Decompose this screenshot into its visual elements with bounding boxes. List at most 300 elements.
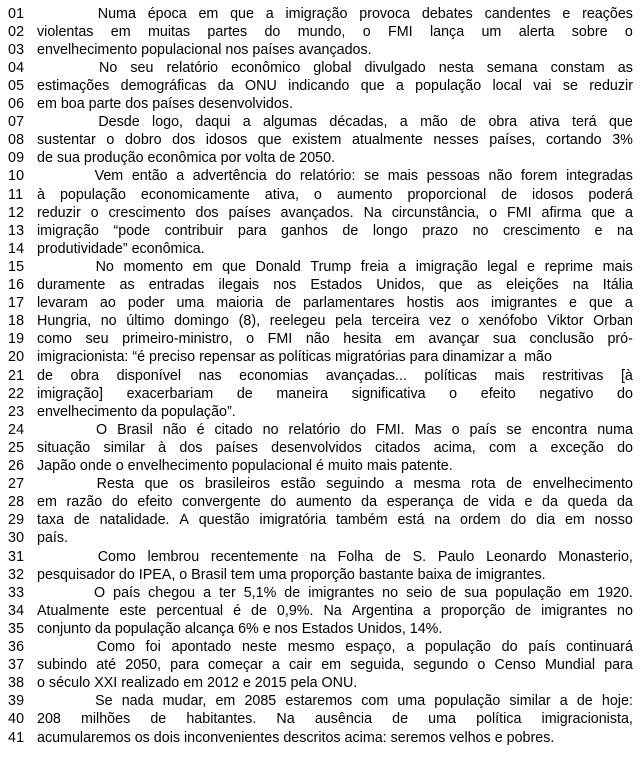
word: que — [257, 132, 282, 149]
line-number: 37 — [8, 657, 25, 674]
line-text — [37, 385, 633, 403]
word: imigratória — [259, 512, 327, 529]
line-text: produtividade” econômica. — [37, 240, 205, 257]
word: obra — [70, 367, 100, 384]
word: avançadas... — [325, 367, 407, 384]
word: a — [559, 693, 568, 710]
word: queda — [567, 494, 608, 511]
line-number: 28 — [8, 494, 25, 511]
word: proporção — [440, 602, 506, 619]
word: candentes — [484, 5, 551, 22]
word: economias — [239, 367, 309, 384]
word: obra — [488, 114, 518, 131]
word: taxa — [37, 512, 65, 529]
word: avançados. — [280, 204, 354, 221]
word: Orban — [593, 313, 633, 330]
word: de — [506, 476, 523, 493]
word: envelhecimento — [532, 476, 633, 493]
word: domingo — [174, 313, 229, 330]
word: o — [477, 657, 486, 674]
word: Donald — [255, 258, 301, 275]
word: que — [144, 476, 169, 493]
word: acima, — [433, 439, 476, 456]
word: crescimento — [108, 204, 186, 221]
word: avançar — [428, 331, 480, 348]
word: no — [100, 313, 117, 330]
word: que — [230, 5, 254, 22]
line-text — [37, 439, 633, 457]
line-number: 08 — [8, 132, 25, 149]
word: e — [569, 295, 577, 312]
word: mundo, — [297, 23, 346, 40]
text-line — [0, 674, 642, 692]
text-line — [0, 294, 642, 312]
line-text — [37, 276, 633, 294]
word: de — [460, 114, 477, 131]
word: ao — [99, 295, 116, 312]
word: subindo — [37, 657, 88, 674]
word: mesmo — [287, 639, 335, 655]
line-text: o século XXI realizado em 2012 e 2015 pela ONU. — [37, 675, 358, 692]
word: e — [594, 222, 603, 239]
word: Argentina — [351, 602, 413, 619]
line-number: 39 — [8, 693, 25, 710]
word: imigrantes — [491, 295, 557, 312]
word: um — [481, 23, 502, 40]
line-number: 31 — [8, 548, 25, 565]
word: é — [233, 602, 242, 619]
word: população — [59, 186, 126, 203]
line-number: 06 — [8, 96, 25, 112]
word: relatório — [166, 59, 219, 76]
word: levaram — [37, 295, 88, 312]
word: aumento — [336, 186, 393, 203]
line-text — [37, 638, 633, 656]
word: sobre — [571, 23, 608, 40]
word: continuará — [566, 639, 633, 655]
word: em — [110, 23, 131, 40]
text-line — [0, 59, 642, 77]
word: relatório — [288, 421, 341, 438]
text-line — [0, 77, 642, 95]
word: encontra — [531, 421, 588, 438]
word: ter — [219, 584, 236, 601]
word: seguida, — [350, 657, 405, 674]
word: na — [617, 222, 633, 239]
word: pela — [335, 313, 363, 330]
word: a — [203, 584, 212, 601]
line-text — [37, 584, 633, 602]
text-line — [0, 385, 642, 403]
word: Como — [96, 639, 135, 655]
line-text — [37, 186, 633, 204]
word: seguindo — [326, 476, 385, 493]
word: idosos — [205, 132, 248, 149]
text-line — [0, 656, 642, 674]
word: alerta — [518, 23, 555, 40]
word: de — [576, 693, 593, 710]
word: países, — [489, 132, 536, 149]
word: terá — [571, 114, 597, 131]
word: política — [476, 711, 522, 728]
word: dos — [172, 132, 196, 149]
word: imigracionista, — [541, 711, 633, 728]
line-text — [37, 656, 633, 674]
word: similar — [509, 693, 551, 710]
word: disponível — [116, 367, 182, 384]
word: Trump — [310, 258, 352, 275]
word: advertência — [192, 168, 267, 185]
word: a — [265, 5, 274, 22]
line-text — [37, 258, 633, 276]
word: no — [617, 602, 633, 619]
word: o — [362, 23, 371, 40]
word: com — [489, 439, 517, 456]
text-line — [0, 729, 642, 747]
word: época — [147, 5, 187, 22]
word: prazo — [422, 222, 459, 239]
word: circunstância, — [391, 204, 480, 221]
word: mais — [387, 168, 418, 185]
line-text — [37, 330, 633, 348]
word: que — [360, 77, 385, 94]
word: a — [176, 168, 185, 185]
word: para — [170, 657, 199, 674]
word: segundo — [413, 657, 469, 674]
line-number: 04 — [8, 59, 25, 76]
word: terceira — [371, 313, 420, 330]
word: semana — [486, 59, 538, 76]
text-line — [0, 638, 642, 656]
word: do — [111, 494, 128, 511]
word: dia — [536, 512, 556, 529]
line-number: 13 — [8, 222, 25, 239]
word: com — [361, 693, 389, 710]
line-number: 09 — [8, 150, 25, 167]
word: divulgado — [364, 59, 426, 76]
word: imigração] — [37, 385, 103, 402]
text-line — [0, 95, 642, 113]
word: em — [564, 512, 585, 529]
word: então — [131, 168, 168, 185]
word: Na — [276, 711, 295, 728]
word: citados — [375, 439, 421, 456]
line-number: 40 — [8, 711, 25, 728]
word: global — [313, 59, 352, 76]
word: país — [469, 421, 497, 438]
line-number: 16 — [8, 277, 25, 293]
word: relatório: — [299, 168, 356, 185]
word: Leonardo — [486, 548, 547, 565]
word: recentemente — [210, 548, 299, 565]
text-line — [0, 584, 642, 602]
line-number: 11 — [8, 186, 24, 203]
word: habitantes. — [186, 711, 257, 728]
word: reduzir — [589, 77, 633, 94]
paragraph-indent — [37, 584, 86, 602]
word: afirma — [541, 204, 582, 221]
word: brasileiros — [204, 476, 270, 493]
line-text — [37, 710, 633, 728]
word: ilegais — [218, 277, 260, 293]
line-number: 03 — [8, 41, 25, 58]
word: No — [95, 258, 114, 275]
word: significativa — [351, 385, 426, 402]
word: lembrou — [147, 548, 200, 565]
paragraph-indent — [37, 5, 86, 23]
text-line — [0, 240, 642, 258]
word: partes — [207, 23, 248, 40]
text-line — [0, 41, 642, 59]
word: (8), — [238, 313, 261, 330]
paragraph-indent — [37, 167, 86, 185]
word: Hungria, — [37, 313, 92, 330]
word: não — [305, 331, 330, 348]
word: a — [624, 204, 633, 221]
line-text — [37, 493, 633, 511]
word: do — [501, 639, 518, 655]
word: imigração — [415, 258, 478, 275]
paragraph-indent — [37, 421, 86, 439]
word: em — [321, 657, 342, 674]
line-text — [37, 77, 633, 95]
word: Brasil — [117, 421, 153, 438]
word: do — [270, 494, 287, 511]
line-number: 35 — [8, 620, 25, 637]
line-text — [37, 421, 633, 439]
text-line — [0, 493, 642, 511]
word: FMI — [507, 204, 532, 221]
line-text: imigracionista: “é preciso repensar as políticas migratórias para dinamizar a mão — [37, 349, 552, 366]
word: Censo — [494, 657, 536, 674]
word: país — [528, 639, 556, 655]
word: como — [37, 331, 72, 348]
text-line — [0, 439, 642, 457]
line-text: de sua produção econômica por volta de 2050. — [37, 150, 336, 167]
line-text — [37, 167, 633, 185]
word: Numa — [97, 5, 136, 22]
word: nas — [198, 367, 222, 384]
word: os — [179, 476, 195, 493]
line-number: 25 — [8, 439, 25, 456]
word: e — [562, 5, 571, 22]
word: Unidos, — [376, 277, 425, 293]
word: vez — [429, 313, 452, 330]
word: de — [440, 584, 457, 601]
word: similar — [103, 439, 145, 456]
word: este — [119, 602, 147, 619]
line-number: 21 — [8, 367, 25, 384]
text-line — [0, 222, 642, 240]
word: desenvolvidos — [271, 439, 362, 456]
line-text — [37, 113, 633, 131]
word: rota — [470, 476, 496, 493]
word: do — [617, 439, 633, 456]
line-number: 27 — [8, 476, 25, 493]
word: nesses — [433, 132, 479, 149]
word: Desde — [98, 114, 140, 131]
word: nosso — [594, 512, 633, 529]
word: a — [624, 295, 633, 312]
word: o — [451, 421, 460, 438]
word: xenófobo — [478, 313, 538, 330]
word: a — [529, 439, 538, 456]
word: hesita — [343, 331, 382, 348]
word: Viktor — [547, 313, 584, 330]
line-number: 22 — [8, 385, 25, 402]
line-number: 17 — [8, 295, 25, 312]
word: a — [394, 476, 403, 493]
word: que — [608, 114, 633, 131]
word: o — [624, 23, 633, 40]
word: de — [385, 548, 401, 565]
word: entradas — [148, 277, 205, 293]
line-number: 36 — [8, 639, 25, 655]
line-text: conjunto da população alcança 6% e nos Estados Unidos, 14%. — [37, 620, 443, 637]
word: pessoas — [426, 168, 480, 185]
word: de — [251, 602, 267, 619]
word: se — [506, 421, 522, 438]
line-text — [37, 692, 633, 710]
word: população — [495, 584, 562, 601]
word: de — [150, 711, 167, 728]
word: o — [246, 331, 255, 348]
text-line — [0, 511, 642, 529]
word: Monasterio, — [558, 548, 633, 565]
word: parlamentares — [303, 295, 395, 312]
word: na — [309, 548, 326, 565]
word: dos — [179, 439, 203, 456]
word: ganhos — [281, 222, 328, 239]
text-line — [0, 566, 642, 584]
line-number: 23 — [8, 403, 25, 420]
word: a — [422, 602, 431, 619]
line-text — [37, 367, 633, 385]
word: momento — [123, 258, 184, 275]
word: S. — [412, 548, 427, 565]
word: nesta — [438, 59, 474, 76]
word: reelegeu — [269, 313, 326, 330]
paragraph-indent — [37, 692, 86, 710]
line-number: 30 — [8, 530, 25, 547]
word: de — [275, 295, 292, 312]
word: efeito — [137, 494, 173, 511]
line-number: 38 — [8, 675, 25, 692]
word: do — [275, 168, 292, 185]
word: ONU — [245, 77, 277, 94]
paragraph-indent — [37, 59, 86, 77]
word: população — [424, 639, 491, 655]
word: da — [542, 494, 558, 511]
word: do — [617, 385, 633, 402]
line-number: 18 — [8, 313, 25, 330]
word: esperança — [386, 494, 454, 511]
line-number: 34 — [8, 602, 25, 619]
word: neste — [241, 639, 277, 655]
word: imigração — [37, 222, 99, 239]
word: questão — [198, 512, 250, 529]
word: mudar, — [162, 693, 207, 710]
word: 3% — [612, 132, 633, 149]
word: sua — [492, 331, 516, 348]
word: não — [488, 168, 513, 185]
text-line — [0, 475, 642, 493]
word: a — [395, 77, 404, 94]
word: até — [96, 657, 117, 674]
word: de — [73, 512, 90, 529]
word: efeito — [480, 385, 516, 402]
word: nada — [121, 693, 154, 710]
line-number: 41 — [8, 729, 25, 746]
word: seu — [130, 59, 154, 76]
word: eleições — [506, 277, 559, 293]
word: milhões — [80, 711, 131, 728]
line-number: 32 — [8, 566, 25, 583]
word: exceção — [550, 439, 604, 456]
word: da — [361, 494, 378, 511]
word: dobro — [124, 132, 162, 149]
line-text — [37, 602, 633, 620]
word: população — [434, 693, 501, 710]
word: estão — [280, 476, 316, 493]
text-line — [0, 620, 642, 638]
word: uma — [428, 711, 456, 728]
word: de — [392, 711, 409, 728]
word: existem — [292, 132, 342, 149]
line-text — [37, 511, 633, 529]
word: primeiro-ministro, — [122, 331, 233, 348]
word: reações — [582, 5, 633, 22]
word: o — [489, 204, 498, 221]
word: A — [179, 512, 189, 529]
word: o — [449, 385, 458, 402]
paragraph-indent — [37, 258, 86, 276]
word: cortando — [545, 132, 602, 149]
word: nos — [273, 277, 297, 293]
word: razão — [66, 494, 103, 511]
word: em — [569, 584, 590, 601]
text-line — [0, 149, 642, 167]
line-text — [37, 222, 633, 240]
line-text — [37, 312, 633, 330]
word: O — [94, 584, 106, 601]
word: Se — [95, 693, 113, 710]
paragraph-indent — [37, 475, 86, 493]
word: de — [515, 602, 532, 619]
word: econômico — [231, 59, 301, 76]
word: políticas — [424, 367, 477, 384]
word: imigrantes — [308, 584, 375, 601]
word: de — [37, 367, 53, 384]
word: economicamente — [140, 186, 250, 203]
word: percentual — [156, 602, 224, 619]
word: as — [476, 277, 492, 293]
word: em — [192, 258, 213, 275]
line-text: pesquisador do IPEA, o Brasil tem uma proporção bastante baixa de imigrantes. — [37, 566, 546, 583]
word: citado — [214, 421, 253, 438]
word: mesma — [413, 476, 461, 493]
word: demográficas — [120, 77, 207, 94]
line-number: 26 — [8, 458, 25, 474]
line-number: 12 — [8, 204, 25, 221]
word: sua — [464, 584, 488, 601]
word: que — [591, 204, 616, 221]
word: que — [589, 295, 613, 312]
word: em — [198, 5, 219, 22]
word: e — [527, 258, 535, 275]
text-line — [0, 367, 642, 385]
word: espaço, — [345, 639, 396, 655]
